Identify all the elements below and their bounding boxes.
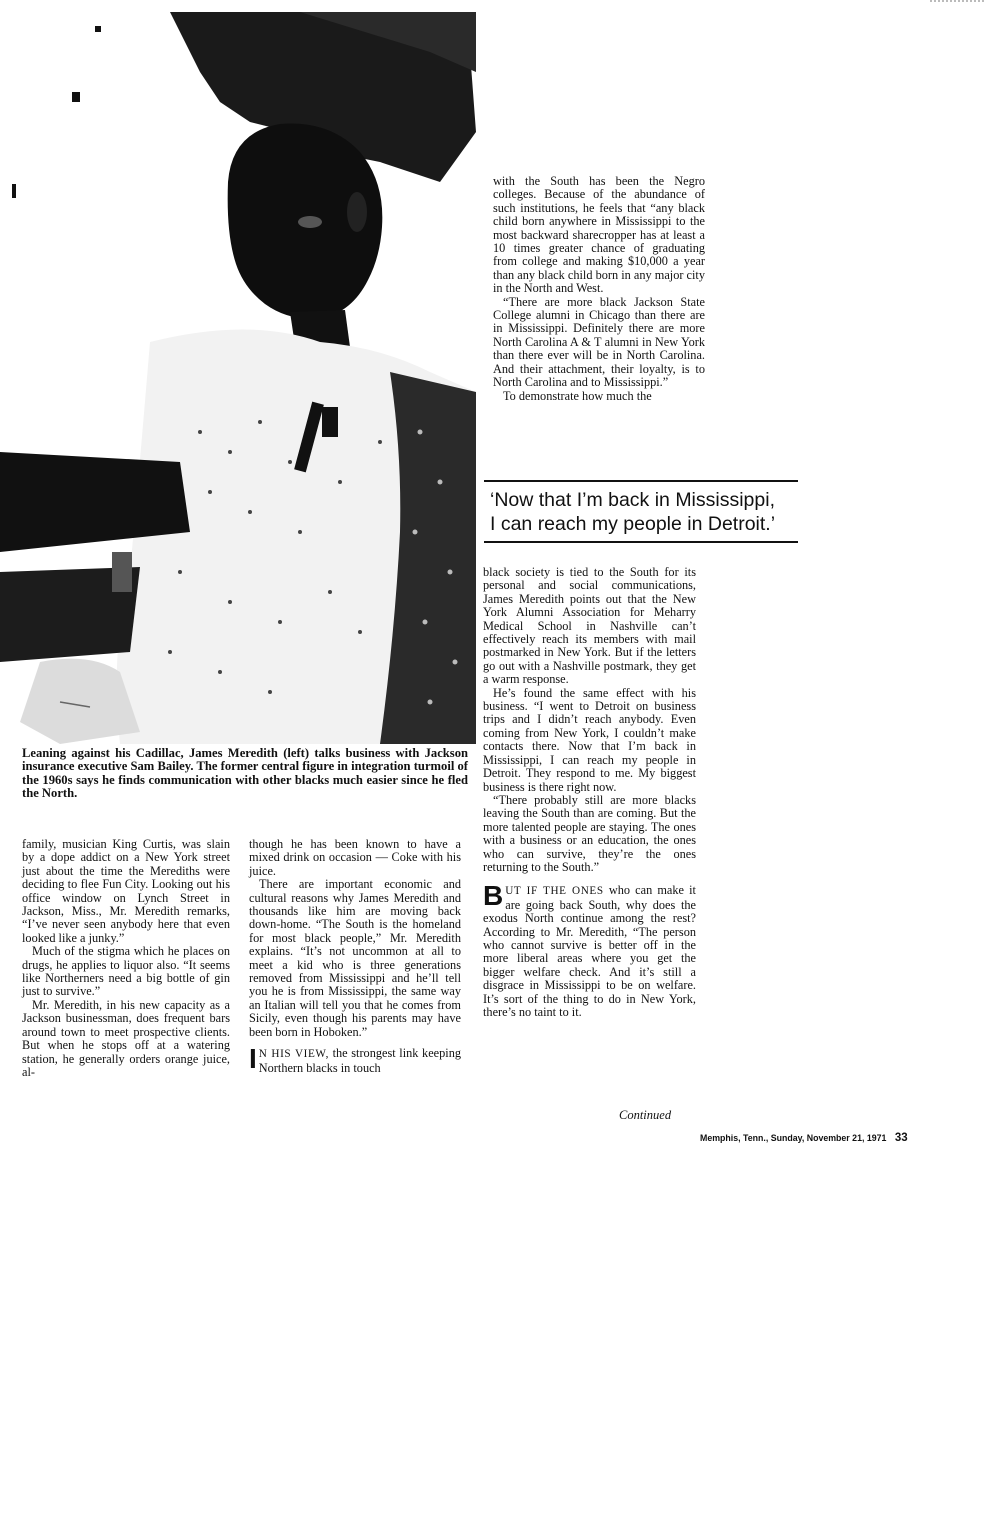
paragraph: “There are more black Jackson State College alumni in Chicago than there are in Mississippi. Definitely there are more North Carolina A & T alumni in New York than there ever will be in North Carolina. And their attachment, their loyalty, is to North Carolina and to Mississippi.” — [493, 294, 705, 390]
page-number: 33 — [894, 1132, 908, 1144]
lead-in-caps: UT IF THE ONES — [505, 885, 604, 898]
pull-quote — [484, 480, 798, 543]
photo-caption: Leaning against his Cadillac, James Meredith (left) talks business with Jackson insurance executive Sam Bailey. The former central figure in integration turmoil of the 1960s says he finds communication with other blacks much easier since he fled the North. — [22, 746, 468, 801]
section-paragraph — [249, 1043, 461, 1075]
paragraph-text: who can make it are going back South, why does the exodus North continue among the rest? According to Mr. Meredith, “The person who cannot survive is better off in the more liberal areas where you get the bigger welfare check. And it’s still a disgrace in Mississippi to be on welfare. It’s sort of the thing to do in New York, there’s no taint to it. — [483, 883, 696, 1019]
paragraph: To demonstrate how much the — [503, 388, 652, 403]
drop-cap: B — [483, 880, 504, 912]
paragraph: There are important economic and cultural reasons why James Meredith and thousands like him are moving back down-home. “The South is the homeland for most black people,” Mr. Meredith explains. “It’s not uncommon at all to meet a kid who is three generations removed from Mississippi and he’ll tell you he is from Mississippi, the same way an Italian will tell you that he comes from Sicily, even though his parents may have been born in Hoboken.” — [249, 877, 461, 1039]
page-footer — [700, 1132, 908, 1144]
paragraph: with the South has been the Negro colleges. Because of the abundance of such institutions, he feels that “any black child born anywhere in Mississippi to the most backward sharecropper has at least a 10 times greater chance of graduating from college and making $10,000 a year than any black child born in any major city in the North and West. — [493, 174, 705, 296]
top-dotted-rule — [930, 0, 984, 2]
pull-quote-line: ‘Now that I’m back in Mississippi, — [490, 489, 775, 511]
pull-quote-line: I can reach my people in Detroit.’ — [490, 513, 776, 535]
paragraph: black society is tied to the South for its personal and social communications, James Meredith points out that the New York Alumni Association for Meharry Medical School in Nashville can’t effectively reach its members with mail postmarked in New York. But if the letters go out with a Nashville postmark, they get a warm response. — [483, 565, 696, 687]
article-column-bottom-middle — [249, 838, 461, 1075]
paragraph-text: the strongest link keeping Northern blacks in touch — [258, 1046, 461, 1075]
article-column-right-top — [493, 175, 705, 403]
drop-cap: I — [249, 1043, 257, 1075]
continued-label: Continued — [619, 1108, 672, 1122]
paragraph: though he has been known to have a mixed drink on occasion — Coke with his juice. — [249, 837, 461, 878]
article-photo — [0, 12, 476, 744]
lead-in-caps: N HIS VIEW, — [258, 1048, 329, 1061]
paragraph: “There probably still are more blacks leaving the South than are coming. But the more talented people are staying. The ones with a business or an education, the ones who can survive, they’re the ones returning to the South.” — [483, 792, 696, 874]
article-column-right-bottom — [483, 566, 696, 1019]
paragraph: Much of the stigma which he places on drugs, he applies to liquor also. “It seems like Northerners need a big bottle of gin just to survive.” — [22, 944, 230, 999]
paragraph: Mr. Meredith, in his new capacity as a Jackson businessman, does frequent bars around town to meet prospective clients. But when he stops off at a watering station, he generally orders orange juice, al- — [22, 997, 230, 1079]
paragraph: He’s found the same effect with his business. “I went to Detroit on business trips and I didn’t reach anybody. Even coming from New York, I couldn’t make contacts there. Now that I’m back in Mississippi, I can reach my people in Detroit. They respond to me. My biggest business is there right now. — [483, 685, 696, 794]
article-column-bottom-left — [22, 838, 230, 1079]
paragraph: family, musician King Curtis, was slain by a dope addict on a New York street just about the time the Merediths were deciding to flee Fun City. Looking out his office window on Lynch Street in Jackson, Miss., Mr. Meredith remarks, “I’ve never seen anybody here that even looked like a junky.” — [22, 837, 230, 945]
section-paragraph — [483, 880, 696, 1019]
footer-dateline: Memphis, Tenn., Sunday, November 21, 1971 — [700, 1133, 887, 1143]
